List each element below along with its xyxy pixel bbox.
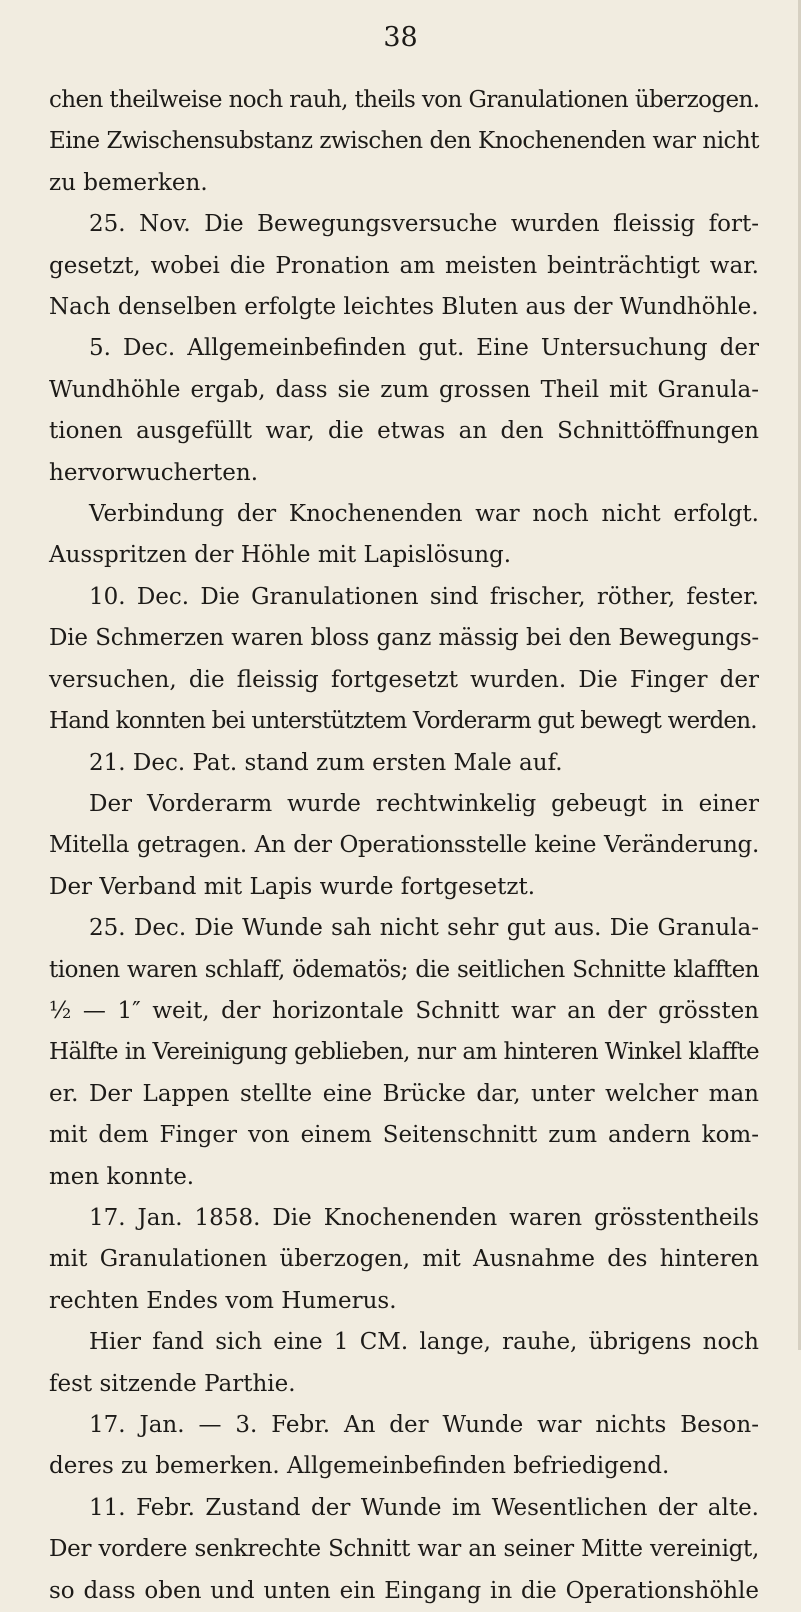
text-line: Wundhöhle ergab, dass sie zum grossen Theil mit Granula- <box>49 376 759 403</box>
text-line: Hier fand sich eine 1 CM. lange, rauhe, übrigens noch <box>89 1329 759 1356</box>
page-number: 38 <box>383 22 418 53</box>
text-line: zu bemerken. <box>49 169 208 196</box>
text-line: Der vordere senkrechte Schnitt war an seiner Mitte vereinigt, <box>49 1536 759 1563</box>
text-line: 17. Jan. — 3. Febr. An der Wunde war nichts Beson- <box>89 1412 759 1438</box>
text-line: fest sitzende Parthie. <box>49 1370 296 1397</box>
text-line: 21. Dec. Pat. stand zum ersten Male auf. <box>89 749 563 776</box>
text-line: er. Der Lappen stellte eine Brücke dar, unter welcher man <box>49 1080 759 1107</box>
text-line: hervorwucherten. <box>49 459 259 486</box>
body-text <box>49 80 759 1612</box>
text-line: Hand konnten bei unterstütztem Vorderarm gut bewegt werden. <box>49 708 757 735</box>
text-line: Mitella getragen. An der Operationsstelle keine Veränderung. <box>49 832 759 859</box>
text-line: 5. Dec. Allgemeinbefinden gut. Eine Untersuchung der <box>89 335 759 362</box>
text-line: gesetzt, wobei die Pronation am meisten beinträchtigt war. <box>49 252 759 279</box>
text-line: 25. Dec. Die Wunde sah nicht sehr gut aus. Die Granula- <box>89 915 759 942</box>
text-line: deres zu bemerken. Allgemeinbefinden befriedigend. <box>49 1453 670 1480</box>
text-line: versuchen, die fleissig fortgesetzt wurden. Die Finger der <box>49 666 759 693</box>
text-line: Der Vorderarm wurde rechtwinkelig gebeugt in einer <box>89 790 759 817</box>
text-line: Ausspritzen der Höhle mit Lapislösung. <box>49 542 512 569</box>
text-line: tionen waren schlaff, ödematös; die seitlichen Schnitte klafften <box>49 956 759 983</box>
text-line: rechten Endes vom Humerus. <box>49 1287 397 1314</box>
text-line: Verbindung der Knochenenden war noch nicht erfolgt. <box>89 501 759 528</box>
text-line: 10. Dec. Die Granulationen sind frischer, röther, fester. <box>89 583 759 610</box>
text-line: Die Schmerzen waren bloss ganz mässig bei den Bewegungs- <box>49 625 759 652</box>
text-line: Hälfte in Vereinigung geblieben, nur am hinteren Winkel klaffte <box>49 1039 759 1066</box>
text-line: chen theilweise noch rauh, theils von Granulationen überzogen. <box>49 87 760 113</box>
text-line: men konnte. <box>49 1163 195 1190</box>
text-line: tionen ausgefüllt war, die etwas an den Schnittöffnungen <box>49 418 759 445</box>
text-line: mit Granulationen überzogen, mit Ausnahme des hinteren <box>49 1246 759 1273</box>
text-line: Nach denselben erfolgte leichtes Bluten aus der Wundhöhle. <box>49 294 759 321</box>
text-line: mit dem Finger von einem Seitenschnitt zum andern kom- <box>49 1122 759 1149</box>
text-line: 11. Febr. Zustand der Wunde im Wesentlichen der alte. <box>89 1494 759 1521</box>
text-line: Eine Zwischensubstanz zwischen den Knochenenden war nicht <box>49 128 759 155</box>
text-line: Der Verband mit Lapis wurde fortgesetzt. <box>49 873 536 900</box>
text-line: 17. Jan. 1858. Die Knochenenden waren grösstentheils <box>89 1204 759 1231</box>
text-line: 25. Nov. Die Bewegungsversuche wurden fleissig fort- <box>89 211 759 238</box>
text-line: ½ — 1″ weit, der horizontale Schnitt war an der grössten <box>49 997 759 1024</box>
text-line: so dass oben und unten ein Eingang in die Operationshöhle <box>49 1577 759 1604</box>
